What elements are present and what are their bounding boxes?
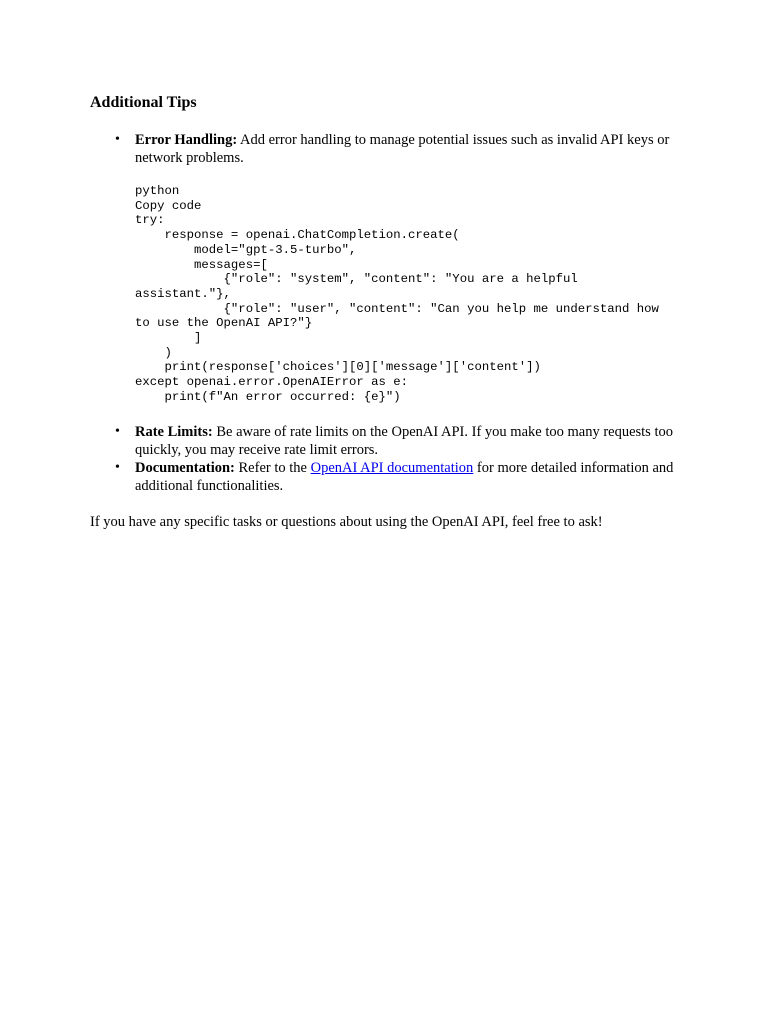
- tip-label: Error Handling:: [135, 132, 238, 148]
- tip-text: Add error handling to manage potential issues such as invalid API keys or network problems.: [135, 132, 670, 166]
- code-block: python Copy code try: response = openai.ChatCompletion.create( model="gpt-3.5-turbo", messages=[ {"role": "system", "content": "You are a helpful assistant."}, {"role": "user", "content": "Can you help me understand how to use the OpenAI API?"} ] ) print(response['choices'][0]['message']['content']) except openai.error.OpenAIError as e: print(f"An error occurred: {e}"): [135, 184, 659, 404]
- tip-label: Rate Limits:: [135, 424, 213, 440]
- bullet-icon: •: [115, 460, 120, 475]
- bullet-icon: •: [115, 424, 120, 439]
- tip-documentation: [115, 459, 685, 495]
- bullet-icon: •: [115, 132, 120, 147]
- tip-text-after: for more detailed information and additional functionalities.: [135, 460, 674, 494]
- tip-text: Be aware of rate limits on the OpenAI API. If you make too many requests too quickly, you may receive rate limit errors.: [135, 424, 673, 458]
- documentation-link[interactable]: OpenAI API documentation: [310, 460, 474, 476]
- tip-error-handling: [115, 131, 685, 167]
- closing-paragraph: If you have any specific tasks or questions about using the OpenAI API, feel free to ask!: [90, 514, 603, 530]
- section-heading: Additional Tips: [90, 94, 197, 111]
- tip-rate-limits: [115, 423, 685, 459]
- tip-text-before: Refer to the: [234, 460, 311, 476]
- tip-label: Documentation:: [135, 460, 235, 476]
